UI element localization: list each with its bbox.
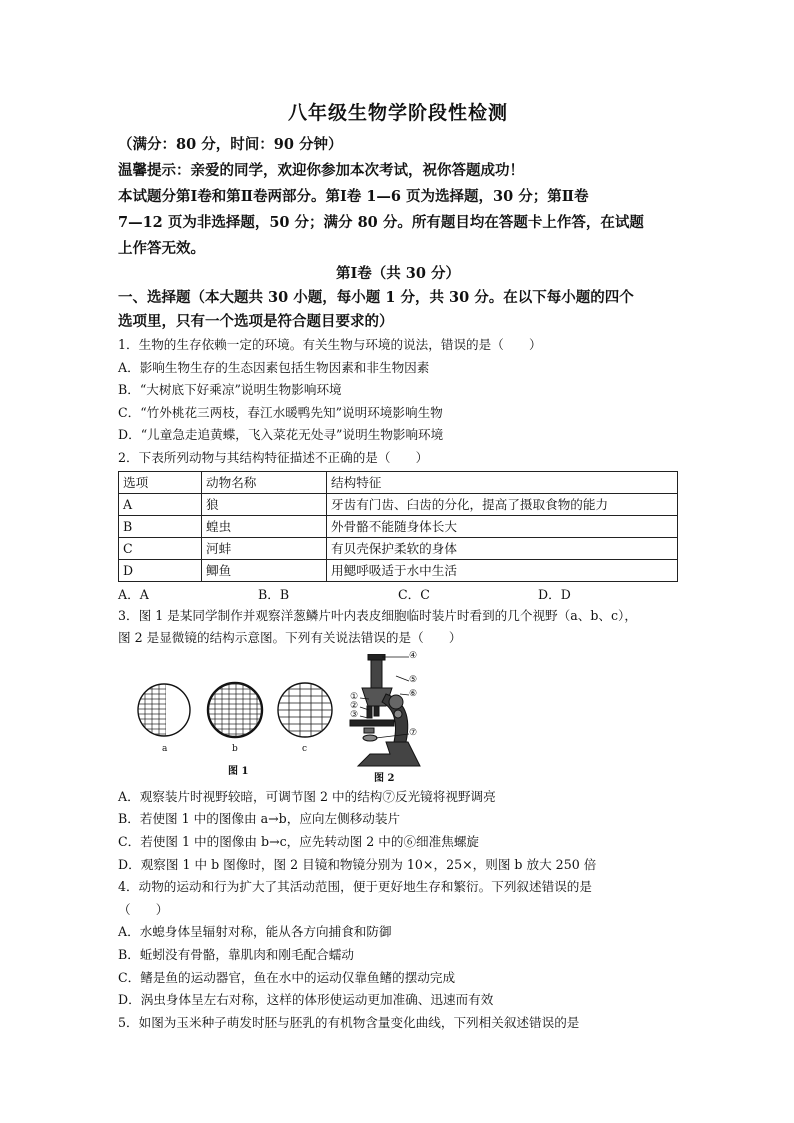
q2-option-a: A．A	[118, 586, 149, 602]
table-header: 选项	[119, 471, 202, 493]
table-cell: D	[119, 559, 202, 581]
q3-option-d: D．观察图 1 中 b 图像时，图 2 目镜和物镜分别为 10×，25×，则图 b 放大 250 倍	[118, 856, 597, 872]
table-header: 结构特征	[327, 471, 678, 493]
warm-tip: 温馨提示：亲爱的同学，欢迎你参加本次考试，祝你答题成功！	[118, 162, 524, 179]
q3-stem-1: 3．图 1 是某同学制作并观察洋葱鳞片叶内表皮细胞临时装片时看到的几个视野（a、b、c），	[118, 607, 637, 623]
q3-option-a: A．观察装片时视野较暗，可调节图 2 中的结构⑦反光镜将视野调亮	[118, 788, 496, 804]
q2-option-d: D．D	[538, 586, 571, 602]
figure-2-label: 图 2	[374, 772, 395, 784]
table-cell: 用鳃呼吸适于水中生活	[327, 559, 678, 581]
table-row	[119, 559, 678, 581]
view-a-label: a	[162, 743, 168, 754]
section-title: 第Ⅰ卷（共 30 分）	[335, 265, 461, 282]
q2-option-c: C．C	[398, 586, 430, 602]
q1-option-b: B．“大树底下好乘凉”说明生物影响环境	[118, 382, 342, 398]
q4-option-b: B．蚯蚓没有骨骼，靠肌肉和刚毛配合蠕动	[118, 946, 354, 962]
q4-option-a: A．水螅身体呈辐射对称，能从各方向捕食和防御	[118, 924, 392, 940]
q3-option-c: C．若使图 1 中的图像由 b→c，应先转动图 2 中的⑥细准焦螺旋	[118, 833, 480, 849]
q1-option-d: D．“儿童急走追黄蝶，飞入菜花无处寻”说明生物影响环境	[118, 427, 444, 443]
part-3-label: ③	[350, 709, 359, 720]
table-cell: 狼	[202, 493, 327, 515]
q2-options	[118, 584, 678, 605]
intro-line-2: 7—12 页为非选择题，50 分；满分 80 分。所有题目均在答题卡上作答，在试题	[118, 214, 644, 231]
q4-stem-2: （ ）	[118, 901, 169, 917]
q4-stem-1: 4．动物的运动和行为扩大了其活动范围，便于更好地生存和繁衍。下列叙述错误的是	[118, 879, 592, 895]
microscope-icon	[350, 654, 420, 766]
q1-option-a: A．影响生物生存的生态因素包括生物因素和非生物因素	[118, 359, 430, 375]
figure-drawing	[124, 654, 454, 784]
q1-stem: 1．生物的生存依赖一定的环境。有关生物与环境的说法，错误的是（ ）	[118, 337, 542, 352]
intro-line-3: 上作答无效。	[118, 240, 205, 257]
part-7-label: ⑦	[409, 727, 418, 738]
view-c-label: c	[302, 743, 308, 754]
table-header-row	[119, 471, 678, 493]
exam-page	[118, 98, 678, 1034]
table-cell: 鲫鱼	[202, 559, 327, 581]
view-b	[208, 683, 262, 737]
q2-option-b: B．B	[258, 586, 290, 602]
table-cell: 外骨骼不能随身体长大	[327, 515, 678, 537]
q4-option-c: C．鳍是鱼的运动器官，鱼在水中的运动仅靠鱼鳍的摆动完成	[118, 969, 456, 985]
score-time: （满分：80 分，时间：90 分钟）	[118, 136, 343, 153]
q3-stem-2: 图 2 是显微镜的结构示意图。下列有关说法错误的是（ ）	[118, 630, 462, 646]
q1-option-c: C．“竹外桃花三两枝，春江水暖鸭先知”说明环境影响生物	[118, 404, 443, 420]
table-row	[119, 493, 678, 515]
table-header: 动物名称	[202, 471, 327, 493]
q2-table	[118, 471, 678, 582]
table-cell: A	[119, 493, 202, 515]
part-4-label: ④	[409, 650, 418, 661]
part-5-label: ⑤	[409, 674, 418, 685]
view-b-label: b	[232, 743, 238, 754]
q3-figure	[124, 650, 454, 784]
table-cell: 牙齿有门齿、臼齿的分化，提高了摄取食物的能力	[327, 493, 678, 515]
table-cell: C	[119, 537, 202, 559]
view-c	[278, 683, 332, 737]
figure-1-label: 图 1	[228, 765, 249, 777]
part-1-label: ①	[350, 691, 359, 702]
table-cell: 河蚌	[202, 537, 327, 559]
q3-option-b: B．若使图 1 中的图像由 a→b，应向左侧移动装片	[118, 811, 401, 827]
table-cell: 蝗虫	[202, 515, 327, 537]
q4-option-d: D．涡虫身体呈左右对称，这样的体形使运动更加准确、迅速而有效	[118, 992, 494, 1008]
part-2-label: ②	[350, 700, 359, 711]
table-row	[119, 515, 678, 537]
exam-title: 八年级生物学阶段性检测	[287, 102, 508, 124]
table-row	[119, 537, 678, 559]
q5-stem: 5．如图为玉米种子萌发时胚与胚乳的有机物含量变化曲线，下列相关叙述错误的是	[118, 1014, 580, 1030]
part-6-label: ⑥	[409, 688, 418, 699]
section-instruction-1: 一、选择题（本大题共 30 小题，每小题 1 分，共 30 分。在以下每小题的四个	[118, 289, 634, 306]
view-a	[138, 684, 190, 736]
intro-line-1: 本试题分第Ⅰ卷和第Ⅱ卷两部分。第Ⅰ卷 1—6 页为选择题，30 分；第Ⅱ卷	[118, 188, 589, 205]
q2-stem: 2．下表所列动物与其结构特征描述不正确的是（ ）	[118, 449, 429, 465]
table-cell: B	[119, 515, 202, 537]
section-instruction-2: 选项里，只有一个选项是符合题目要求的）	[118, 313, 394, 330]
table-cell: 有贝壳保护柔软的身体	[327, 537, 678, 559]
